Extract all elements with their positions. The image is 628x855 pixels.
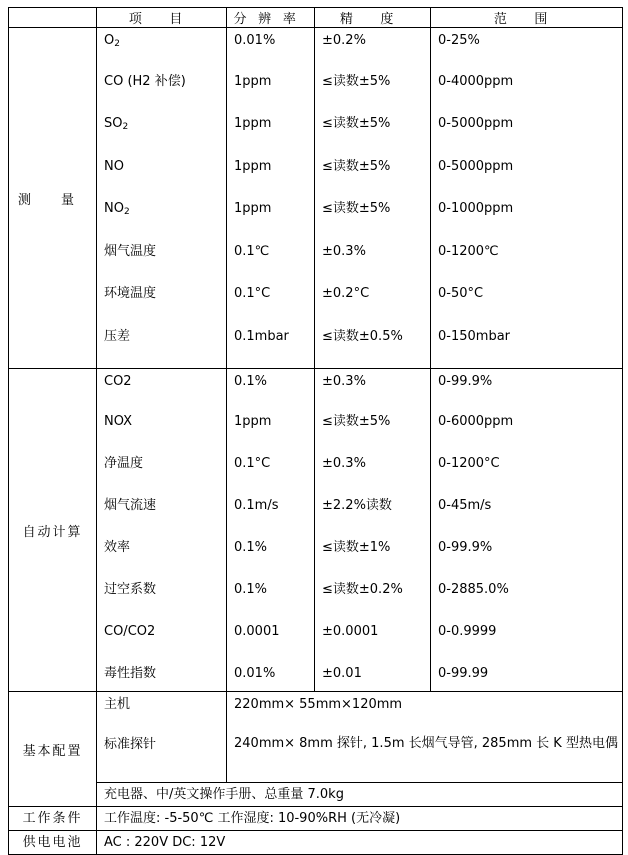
calc-acc: ≤读数±1% (322, 540, 391, 555)
calc-acc: ±0.3% (322, 374, 366, 389)
calc-range: 0-45m/s (438, 498, 492, 513)
calc-res: 0.1% (234, 540, 268, 555)
calc-item: 毒性指数 (104, 666, 157, 681)
calc-acc: ≤读数±5% (322, 414, 391, 429)
header-item: 项 目 (97, 8, 227, 28)
calc-acc: ±0.01 (322, 666, 362, 681)
config-row-accessories (9, 783, 623, 807)
measure-res: 1ppm (234, 73, 272, 89)
header-resolution: 分辨率 (227, 8, 315, 28)
calc-res: 0.1°C (234, 456, 271, 471)
measure-range: 0-4000ppm (438, 73, 514, 89)
measure-range: 0-150mbar (438, 328, 511, 344)
calc-item: CO2 (104, 374, 132, 389)
measure-item: O (104, 33, 115, 48)
config-values-col (227, 692, 623, 783)
group-label-work-conditions: 工作条件 (9, 807, 97, 831)
header-row (9, 8, 623, 28)
calc-acc: ≤读数±0.2% (322, 582, 403, 597)
measure-accuracy-col (315, 28, 431, 369)
measure-range: 0-1200℃ (438, 243, 499, 259)
calc-range: 0-0.9999 (438, 624, 497, 639)
measure-range: 0-50°C (438, 286, 484, 301)
measure-res: 1ppm (234, 201, 272, 216)
measure-acc: ≤读数±0.5% (322, 328, 403, 344)
calc-group-row (9, 369, 623, 692)
calc-res: 0.1% (234, 374, 268, 389)
calc-item: CO/CO2 (104, 624, 156, 639)
spec-table (8, 7, 623, 855)
measure-item: 烟气温度 (104, 243, 157, 259)
calc-accuracy-col (315, 369, 431, 692)
config-accessories: 充电器、中/英文操作手册、总重量 7.0kg (97, 783, 623, 807)
measure-acc: ±0.2% (322, 33, 366, 48)
measure-group-row (9, 28, 623, 369)
calc-res: 0.01% (234, 666, 276, 681)
calc-range-col (431, 369, 623, 692)
calc-item: 净温度 (104, 456, 144, 471)
measure-range: 0-25% (438, 33, 480, 48)
measure-acc: ±0.2°C (322, 286, 370, 301)
calc-range: 0-99.9% (438, 374, 493, 389)
measure-acc: ≤读数±5% (322, 73, 391, 89)
calc-item: 烟气流速 (104, 498, 157, 513)
calc-range: 0-99.99 (438, 666, 489, 681)
calc-item: 效率 (104, 540, 131, 555)
power-row (9, 831, 623, 855)
calc-range: 0-99.9% (438, 540, 493, 555)
measure-item: 环境温度 (104, 286, 157, 301)
measure-range: 0-5000ppm (438, 158, 514, 174)
work-conditions-row (9, 807, 623, 831)
config-row-main (9, 692, 623, 783)
config-host-value: 220mm× 55mm×120mm (234, 697, 403, 712)
measure-item: NO (104, 158, 124, 174)
calc-acc: ±0.0001 (322, 624, 379, 639)
measure-item: 压差 (104, 328, 131, 344)
work-conditions-value: 工作温度: -5-50℃ 工作湿度: 10-90%RH (无冷凝) (97, 807, 623, 831)
calc-range: 0-2885.0% (438, 582, 509, 597)
calc-range: 0-1200°C (438, 456, 500, 471)
header-category (9, 8, 97, 28)
measure-items-col: $O_2$ CO (H2 补偿) $SO_2$ NO $NO_2$ 烟气温度 环境温度 压差 (97, 28, 227, 369)
measure-res: 0.1mbar (234, 328, 289, 344)
measure-item: SO (104, 116, 123, 131)
group-label-power: 供电电池 (9, 831, 97, 855)
calc-res: 0.1m/s (234, 498, 279, 513)
measure-item: NO (104, 201, 124, 216)
measure-range: 0-1000ppm (438, 201, 514, 216)
calc-res: 0.0001 (234, 624, 280, 639)
measure-res: 0.1°C (234, 286, 271, 301)
group-label-basic-config: 基本配置 (9, 692, 97, 807)
measure-range-col (431, 28, 623, 369)
config-probe-label: 标准探针 (104, 737, 157, 752)
calc-res: 0.1% (234, 582, 268, 597)
measure-resolution-col (227, 28, 315, 369)
calc-acc: ±2.2%读数 (322, 498, 392, 513)
measure-acc: ≤读数±5% (322, 201, 391, 216)
header-accuracy: 精 度 (315, 8, 431, 28)
measure-acc: ≤读数±5% (322, 116, 391, 131)
measure-res: 0.01% (234, 33, 276, 48)
config-host-label: 主机 (104, 697, 131, 712)
measure-res: 0.1℃ (234, 243, 270, 259)
calc-resolution-col (227, 369, 315, 692)
group-label-auto-calc: 自动计算 (9, 369, 97, 692)
measure-range: 0-5000ppm (438, 116, 514, 131)
calc-range: 0-6000ppm (438, 414, 514, 429)
calc-item: NOX (104, 414, 133, 429)
measure-item: CO (H2 补偿) (104, 73, 186, 89)
config-probe-value: 240mm× 8mm 探针, 1.5m 长烟气导管, 285mm 长 K 型热电偶 (234, 736, 618, 751)
power-value: AC : 220V DC: 12V (97, 831, 623, 855)
calc-item: 过空系数 (104, 582, 157, 597)
calc-res: 1ppm (234, 414, 272, 429)
config-labels-col (97, 692, 227, 783)
measure-res: 1ppm (234, 158, 272, 174)
calc-acc: ±0.3% (322, 456, 366, 471)
header-range: 范 围 (431, 8, 623, 28)
measure-acc: ±0.3% (322, 243, 366, 259)
group-label-measure: 测 量 (9, 28, 97, 369)
calc-items-col (97, 369, 227, 692)
measure-acc: ≤读数±5% (322, 158, 391, 174)
measure-res: 1ppm (234, 116, 272, 131)
